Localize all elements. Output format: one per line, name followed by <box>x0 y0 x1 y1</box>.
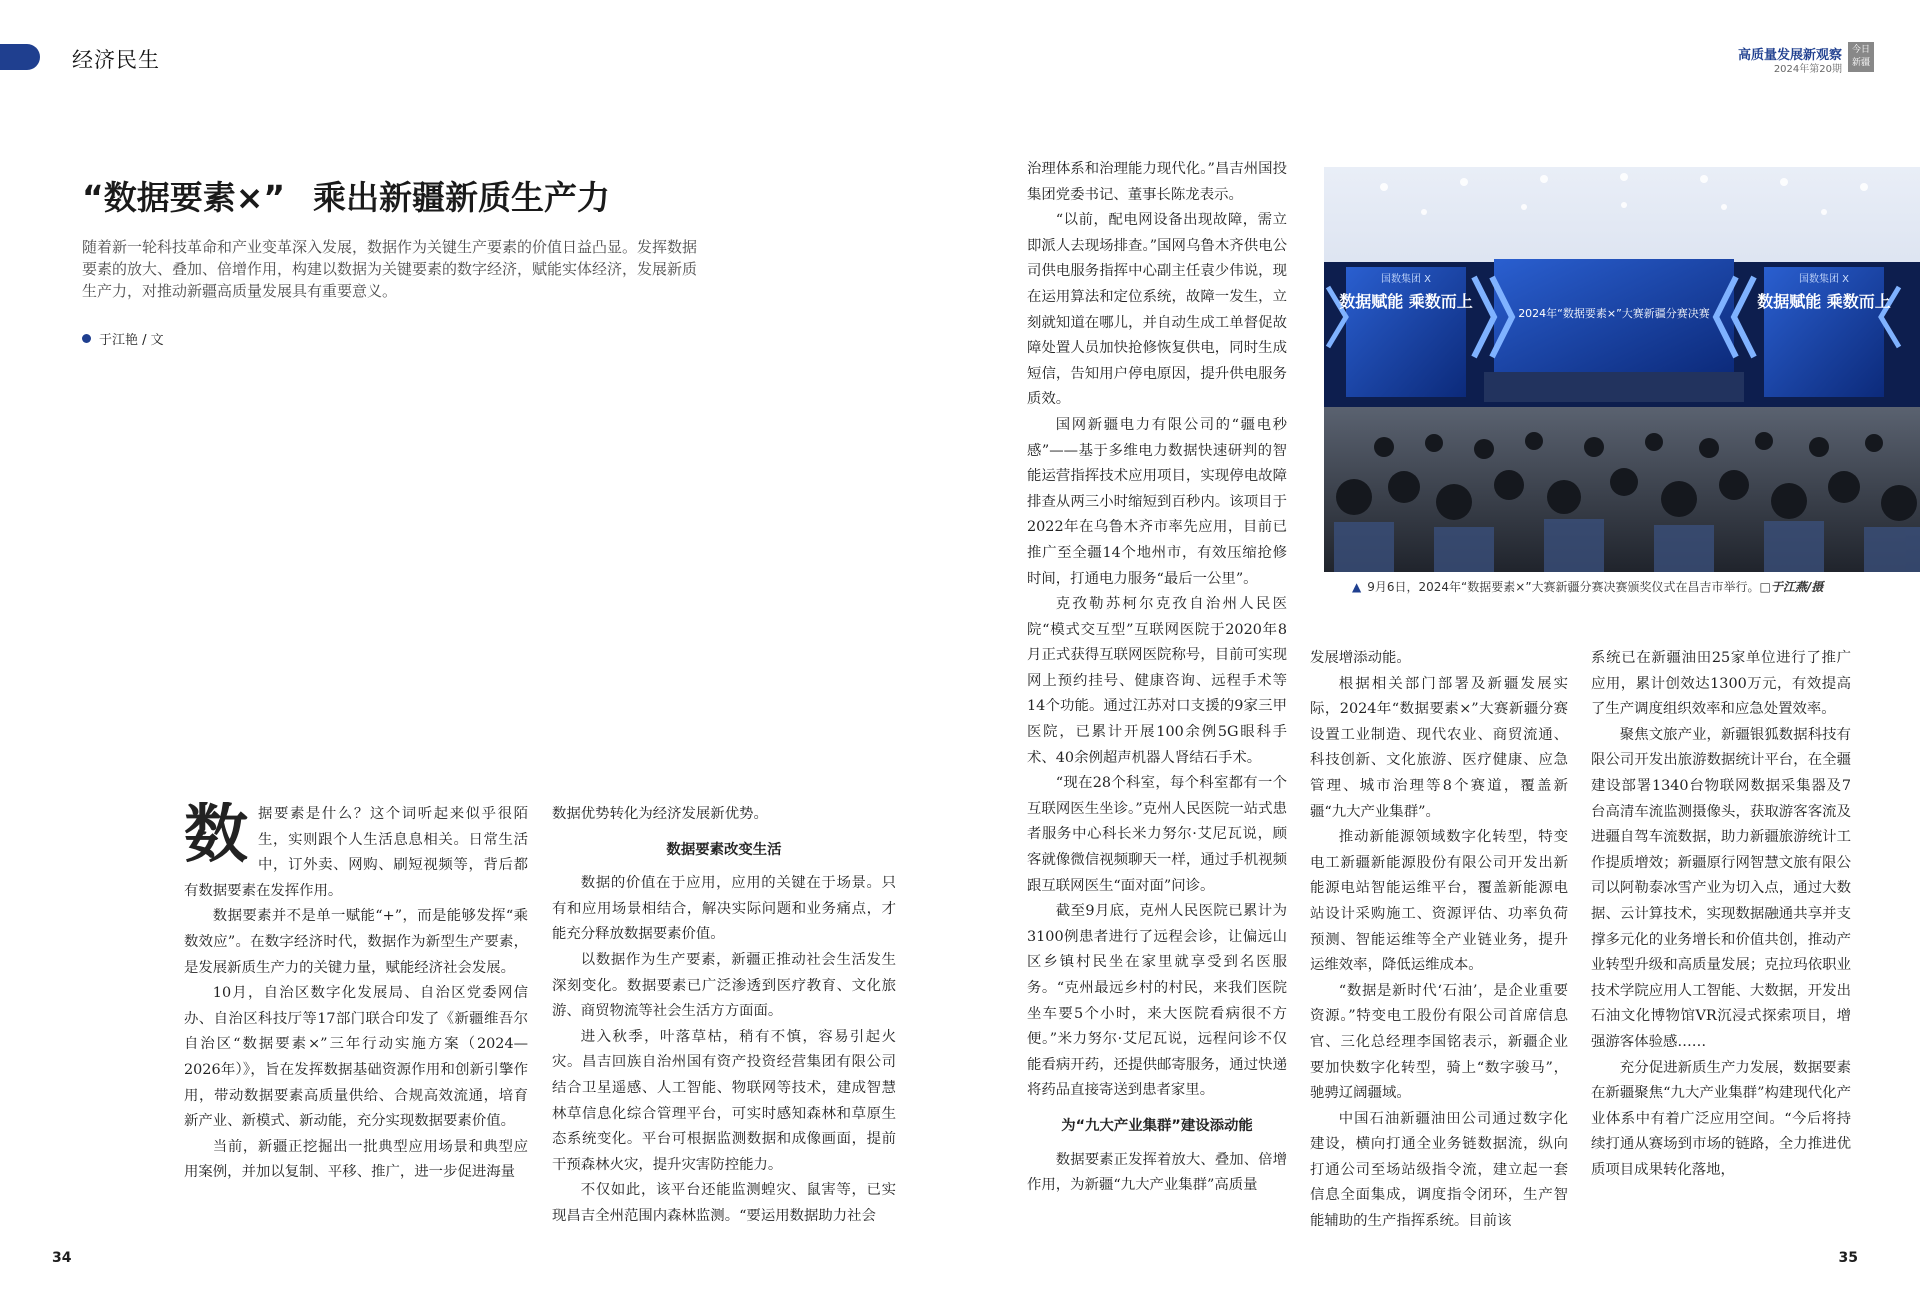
screen-brand-left: 国数集团 X <box>1380 274 1432 285</box>
col2-p2: 以数据作为生产要素，新疆正推动社会生活发生深刻变化。数据要素已广泛渗透到医疗教育、文化旅游、商贸物流等社会生活方方面面。 <box>552 951 896 1020</box>
subhead-2: 为“九大产业集群”建设添动能 <box>1061 1117 1253 1134</box>
col4-p0: 发展增添动能。 <box>1310 650 1411 666</box>
article-title-part1: “数据要素×” <box>82 178 286 217</box>
byline <box>82 329 164 348</box>
column-2 <box>552 802 896 1234</box>
caption-triangle-icon: ▲ <box>1352 580 1362 594</box>
col2-p4: 不仅如此，该平台还能监测蝗灾、鼠害等，已实现昌吉全州范围内森林监测。“要运用数据助力社会 <box>552 1182 896 1224</box>
col4-p4: 中国石油新疆油田公司通过数字化建设，横向打通全业务链数据流，纵向打通公司至场站级指令流，建立起一套信息全面集成，调度指令闭环，生产智能辅助的生产指挥系统。目前该 <box>1310 1110 1568 1230</box>
magazine-logo: 今日新疆 <box>1848 42 1874 72</box>
caption-text: 9月6日，2024年“数据要素×”大赛新疆分赛决赛颁奖仪式在昌吉市举行。 <box>1367 580 1760 594</box>
column-3 <box>1027 157 1287 1234</box>
issue-number: 2024年第20期 <box>1773 64 1842 75</box>
screen-left-text: 数据赋能 乘数而上 <box>1339 292 1473 311</box>
col3-p3: 克孜勒苏柯尔克孜自治州人民医院“模式交互型”互联网医院于2020年8月正式获得互联网医院称号，目前可实现网上预约挂号、健康咨询、远程手术等14个功能。通过江苏对口支援的9家三甲医院，已累计开展100余例5G眼科手术、40余例超声机器人肾结石手术。 <box>1027 596 1287 766</box>
col3-p4: “现在28个科室，每个科室都有一个互联网医生坐诊。”克州人民医院一站式患者服务中心科长米力努尔·艾尼瓦说，顾客就像微信视频聊天一样，通过手机视频跟互联网医生“面对面”问诊。 <box>1027 775 1287 894</box>
col2-p1: 数据的价值在于应用，应用的关键在于场景。只有和应用场景相结合，解决实际问题和业务痛点，才能充分释放数据要素价值。 <box>552 875 896 943</box>
col4-p1: 根据相关部门部署及新疆发展实际，2024年“数据要素×”大赛新疆分赛设置工业制造、现代农业、商贸流通、科技创新、文化旅游、医疗健康、应急管理、城市治理等8个赛道，覆盖新疆“九大产业集群”。 <box>1310 675 1568 820</box>
col1-p3: 10月，自治区数字化发展局、自治区党委网信办、自治区科技厅等17部门联合印发了《新疆维吾尔自治区“数据要素×”三年行动实施方案（2024—2026年）》，旨在发挥数据基础资源作用和创新引擎作用，带动数据要素高质量供给、合规高效流通，培育新产业、新模式、新动能，充分实现数据要素价值。 <box>184 985 528 1130</box>
col1-p4: 当前，新疆正挖掘出一批典型应用场景和典型应用案例，并加以复制、平移、推广，进一步促进海量 <box>184 1138 528 1181</box>
page-number-left: 34 <box>52 1250 72 1266</box>
col4-p2: 推动新能源领域数字化转型，特变电工新疆新能源股份有限公司开发出新能源电站智能运维平台，覆盖新能源电站设计采购施工、资源评估、功率负荷预测、智能运维等全产业链业务，提升运维效率，降低运维成本。 <box>1310 829 1568 974</box>
col5-p1: 聚焦文旅产业，新疆银狐数据科技有限公司开发出旅游数据统计平台，在全疆建设部署1340台物联网数据采集器及7台高清车流监测摄像头，获取游客客流及进疆自驾车流数据，助力新疆旅游统计工作提质增效；新疆原行网智慧文旅有限公司以阿勒泰冰雪产业为切入点，通过大数据、云计算技术，实现数据融通共享并支撑多元化的业务增长和价值共创，推动产业转型升级和高质量发展；克拉玛依职业技术学院应用人工智能、大数据，开发出石油文化博物馆VR沉浸式探索项目，增强游客体验感…… <box>1591 726 1851 1050</box>
col1-p1: 据要素是什么？这个词听起来似乎很陌生，实则跟个人生活息息相关。日常生活中，订外卖、网购、刷短视频等，背后都有数据要素在发挥作用。 <box>184 806 528 899</box>
col3-p5: 截至9月底，克州人民医院已累计为3100例患者进行了远程会诊，让偏远山区乡镇村民坐在家里就享受到名医服务。“克州最远乡村的村民，来我们医院坐车要5个小时，来大医院看病很不方便。”米力努尔·艾尼瓦说，远程问诊不仅能看病开药，还提供邮寄服务，通过快递将药品直接寄送到患者家里。 <box>1027 903 1287 1099</box>
article-title <box>82 172 610 219</box>
screen-center-text: 2024年“数据要素×”大赛新疆分赛决赛 <box>1518 307 1710 320</box>
col2-p0: 数据优势转化为经济发展新优势。 <box>552 806 768 822</box>
byline-author: 于江艳 / 文 <box>99 333 164 348</box>
event-photo-illustration <box>1324 167 1920 572</box>
subhead-1: 数据要素改变生活 <box>666 841 782 858</box>
page-number-right: 35 <box>1838 1250 1858 1266</box>
col3-p1: “以前，配电网设备出现故障，需立即派人去现场排查。”国网乌鲁木齐供电公司供电服务指挥中心副主任袁少伟说，现在运用算法和定位系统，故障一发生，立刻就知道在哪儿，并自动生成工单督促故障处置人员加快抢修恢复供电，同时生成短信，告知用户停电原因，提升供电服务质效。 <box>1027 212 1287 408</box>
article-title-part2: 乘出新疆新质生产力 <box>313 178 611 217</box>
screen-brand-right: 国数集团 X <box>1798 274 1850 285</box>
column-1 <box>184 802 528 1234</box>
col3-p2: 国网新疆电力有限公司的“疆电秒感”——基于多维电力数据快速研判的智能运营指挥技术应用项目，实现停电故障排查从两三小时缩短到百秒内。该项目于2022年在乌鲁木齐市率先应用，目前已推广至全疆14个地州市，有效压缩抢修时间，打通电力服务“最后一公里”。 <box>1027 416 1287 587</box>
section-title: 经济民生 <box>72 48 160 72</box>
event-photo <box>1324 167 1920 572</box>
screen-right-text: 数据赋能 乘数而上 <box>1757 292 1891 311</box>
section-marker <box>0 44 40 70</box>
col3-p0: 治理体系和治理能力现代化。”昌吉州国投集团党委书记、董事长陈龙表示。 <box>1027 161 1287 203</box>
byline-dot-icon <box>82 334 91 343</box>
magazine-title: 高质量发展新观察 <box>1737 48 1842 63</box>
col1-p2: 数据要素并不是单一赋能“+”，而是能够发挥“乘数效应”。在数字经济时代，数据作为新型生产要素，是发展新质生产力的关键力量，赋能经济社会发展。 <box>184 908 528 976</box>
col3-p6: 数据要素正发挥着放大、叠加、倍增作用，为新疆“九大产业集群”高质量 <box>1027 1151 1287 1194</box>
col2-p3: 进入秋季，叶落草枯，稍有不慎，容易引起火灾。昌吉回族自治州国有资产投资经营集团有限公司结合卫星遥感、人工智能、物联网等技术，建成智慧林草信息化综合管理平台，可实时感知森林和草原生态系统变化。平台可根据监测数据和成像画面，提前干预森林火灾，提升灾害防控能力。 <box>552 1028 896 1173</box>
col5-p0: 系统已在新疆油田25家单位进行了推广应用，累计创效达1300万元，有效提高了生产调度组织效率和应急处置效率。 <box>1591 650 1851 718</box>
drop-cap: 数 <box>184 802 248 872</box>
article-lead: 随着新一轮科技革命和产业变革深入发展，数据作为关键生产要素的价值日益凸显。发挥数据要素的放大、叠加、倍增作用，构建以数据为关键要素的数字经济，赋能实体经济，发展新质生产力，对推动新疆高质量发展具有重要意义。 <box>82 238 698 300</box>
col5-p2: 充分促进新质生产力发展，数据要素在新疆聚焦“九大产业集群”构建现代化产业体系中有着广泛应用空间。“今后将持续打通从赛场到市场的链路，全力推进优质项目成果转化落地， <box>1591 1059 1851 1178</box>
caption-credit: □于江燕/摄 <box>1759 580 1824 594</box>
col4-p3: “数据是新时代‘石油’，是企业重要资源。”特变电工股份有限公司首席信息官、三化总经理李国铭表示，新疆企业要加快数字化转型，骑上“数字骏马”，驰骋辽阔疆域。 <box>1310 982 1568 1102</box>
column-5 <box>1591 646 1851 1234</box>
photo-caption <box>1352 578 1823 595</box>
column-4 <box>1310 646 1568 1234</box>
